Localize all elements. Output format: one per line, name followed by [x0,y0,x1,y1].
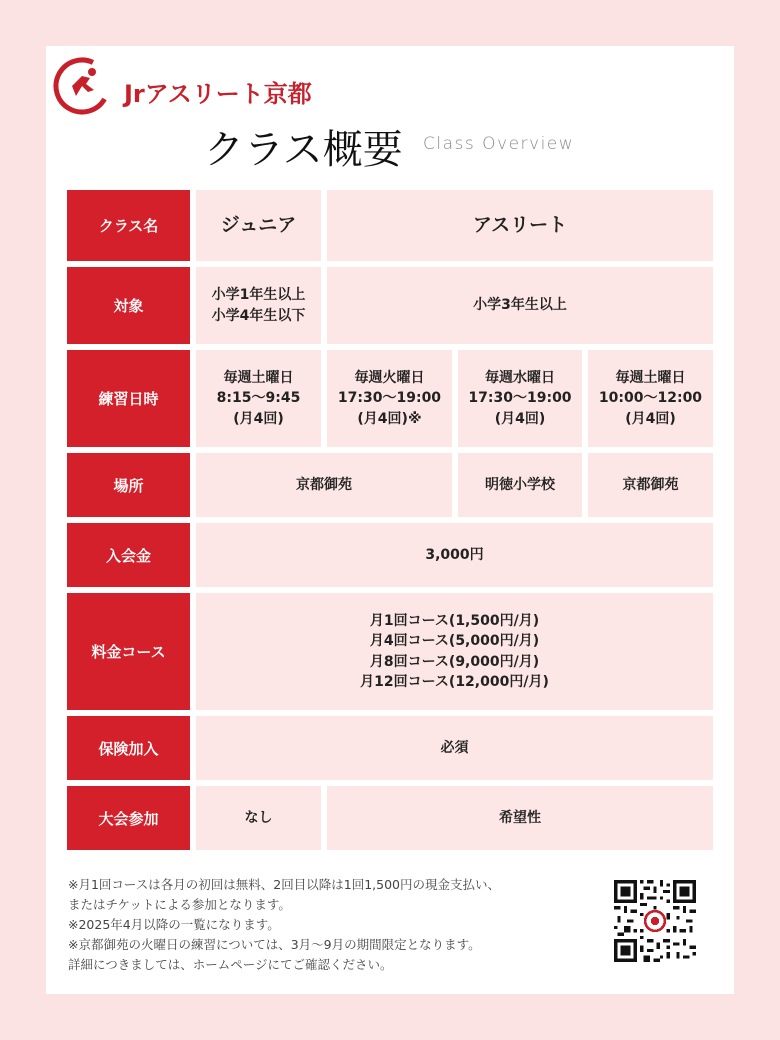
junior-competition-cell: なし [196,786,321,850]
footnote-line: ※京都御苑の火曜日の練習については、3月〜9月の期間限定となります。 [68,937,481,952]
schedule-time: 8:15〜9:45 [216,390,301,407]
course-item: 月12回コース(12,000円/月) [360,673,549,690]
place-cell: 明徳小学校 [458,453,582,517]
footnote-line: 詳細につきましては、ホームページにてご確認ください。 [68,957,393,972]
qr-code-icon[interactable] [614,880,696,962]
schedule-time: 17:30〜19:00 [468,390,572,407]
schedule-time: 17:30〜19:00 [337,390,442,407]
schedule-time: 10:00〜12:00 [598,390,703,407]
page-subtitle: Class Overview [423,134,575,154]
courses-cell [196,593,713,710]
schedule-frequency: (月4回) [233,410,284,427]
footnote-line: またはチケットによる参加となります。 [68,897,291,912]
row-header-place: 場所 [67,453,190,517]
schedule-day: 毎週土曜日 [615,370,686,387]
schedule-cell [458,350,582,447]
schedule-cell [327,350,452,447]
course-item: 月4回コース(5,000円/月) [369,633,540,650]
athlete-competition-cell: 希望性 [327,786,713,850]
row-header-competition: 大会参加 [67,786,190,850]
schedule-frequency: (月4回) [625,410,676,427]
junior-target-cell [196,267,321,344]
schedule-cell [588,350,713,447]
row-header-entry-fee: 入会金 [67,523,190,587]
insurance-cell: 必須 [196,716,713,780]
schedule-frequency: (月4回)※ [357,410,422,427]
athlete-target-cell: 小学3年生以上 [327,267,713,344]
junior-target-line: 小学1年生以上 [211,287,306,304]
row-header-class-name: クラス名 [67,190,190,261]
page-title: クラス概要 [204,127,403,173]
schedule-cell [196,350,321,447]
brand-name: Jrアスリート京都 [124,80,312,108]
schedule-day: 毎週土曜日 [223,370,294,387]
junior-target-line: 小学4年生以下 [211,307,306,324]
place-cell: 京都御苑 [588,453,713,517]
row-header-schedule: 練習日時 [67,350,190,447]
footnote-line: ※月1回コースは各月の初回は無料、2回目以降は1回1,500円の現金支払い、 [68,877,500,892]
junior-class-cell: ジュニア [196,190,321,261]
schedule-day: 毎週火曜日 [354,370,425,387]
page-sheet [46,46,734,994]
entry-fee-cell: 3,000円 [196,523,713,587]
course-item: 月1回コース(1,500円/月) [369,612,540,629]
footnote-line: ※2025年4月以降の一覧になります。 [68,917,280,932]
row-header-target: 対象 [67,267,190,344]
course-item: 月8回コース(9,000円/月) [369,653,540,670]
row-header-insurance: 保険加入 [67,716,190,780]
schedule-frequency: (月4回) [494,410,546,427]
runner-logo-icon [52,56,112,116]
row-header-courses: 料金コース [67,593,190,710]
schedule-day: 毎週水曜日 [484,370,555,387]
athlete-class-cell: アスリート [327,190,713,261]
footnotes [68,875,598,975]
place-cell: 京都御苑 [196,453,452,517]
